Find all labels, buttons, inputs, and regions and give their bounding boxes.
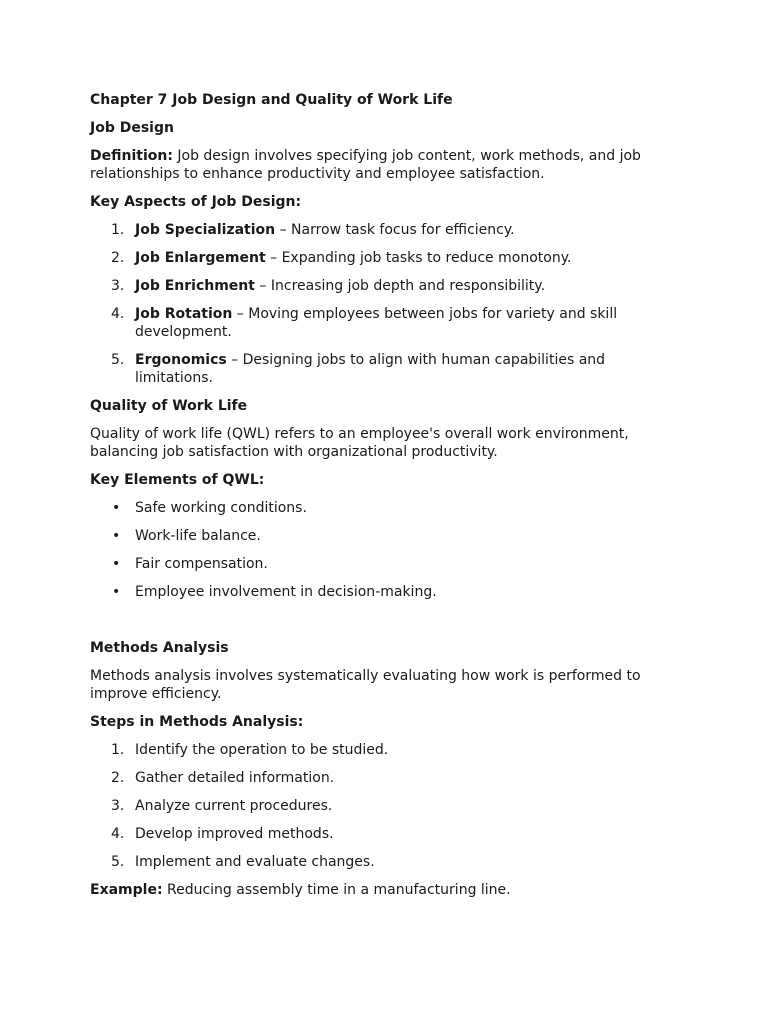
aspect-term: Job Enlargement — [135, 250, 266, 266]
step-text: Identify the operation to be studied. — [135, 742, 389, 758]
example-text: Reducing assembly time in a manufacturing line. — [162, 882, 511, 898]
aspect-desc: – Moving employees between jobs for variety and skill development. — [135, 306, 618, 340]
definition-label: Definition: — [90, 148, 173, 164]
list-number: 2. — [111, 770, 125, 786]
methods-example — [90, 881, 650, 899]
qwl-elements-heading: Key Elements of QWL: — [90, 472, 265, 488]
definition-text: Job design involves specifying job content, work methods, and job relationships to enhance productivity and employee satisfaction. — [90, 148, 641, 182]
list-number: 4. — [111, 306, 125, 322]
list-number: 3. — [111, 278, 125, 294]
step-text: Gather detailed information. — [135, 770, 335, 786]
list-item — [90, 249, 650, 267]
methods-heading: Methods Analysis — [90, 640, 229, 656]
document-page — [90, 91, 650, 909]
aspect-desc: – Increasing job depth and responsibility. — [254, 278, 546, 294]
bullet-icon: • — [112, 500, 121, 516]
chapter-title: Chapter 7 Job Design and Quality of Work Life — [90, 92, 453, 108]
list-number: 2. — [111, 250, 125, 266]
section-spacer — [90, 611, 650, 639]
example-label: Example: — [90, 882, 163, 898]
key-aspects-list — [90, 221, 650, 387]
element-text: Employee involvement in decision-making. — [135, 584, 437, 600]
list-item — [90, 853, 650, 871]
job-design-heading: Job Design — [90, 120, 174, 136]
list-item — [90, 499, 650, 517]
methods-steps-list — [90, 741, 650, 871]
list-number: 1. — [111, 222, 125, 238]
aspect-desc: – Expanding job tasks to reduce monotony. — [265, 250, 572, 266]
job-design-definition — [90, 147, 650, 183]
list-item — [90, 797, 650, 815]
qwl-paragraph: Quality of work life (QWL) refers to an employee's overall work environment, balancing job satisfaction with organizational productivity. — [90, 426, 629, 460]
list-item — [90, 277, 650, 295]
list-number: 5. — [111, 854, 125, 870]
bullet-icon: • — [112, 584, 121, 600]
aspect-term: Ergonomics — [135, 352, 227, 368]
element-text: Fair compensation. — [135, 556, 268, 572]
list-item — [90, 221, 650, 239]
list-item — [90, 527, 650, 545]
list-number: 5. — [111, 352, 125, 368]
list-number: 4. — [111, 826, 125, 842]
list-item — [90, 769, 650, 787]
bullet-icon: • — [112, 528, 121, 544]
qwl-heading: Quality of Work Life — [90, 398, 248, 414]
list-item — [90, 583, 650, 601]
aspect-term: Job Enrichment — [135, 278, 255, 294]
step-text: Develop improved methods. — [135, 826, 334, 842]
list-item — [90, 351, 650, 387]
step-text: Implement and evaluate changes. — [135, 854, 375, 870]
list-item — [90, 305, 650, 341]
methods-paragraph: Methods analysis involves systematically evaluating how work is performed to improve efficiency. — [90, 668, 641, 702]
list-item — [90, 741, 650, 759]
bullet-icon: • — [112, 556, 121, 572]
element-text: Safe working conditions. — [135, 500, 307, 516]
aspect-term: Job Rotation — [135, 306, 233, 322]
aspect-desc: – Designing jobs to align with human capabilities and limitations. — [135, 352, 606, 386]
aspect-desc: – Narrow task focus for efficiency. — [275, 222, 515, 238]
step-text: Analyze current procedures. — [135, 798, 333, 814]
aspect-term: Job Specialization — [135, 222, 276, 238]
methods-steps-heading: Steps in Methods Analysis: — [90, 714, 304, 730]
list-item — [90, 825, 650, 843]
qwl-elements-list — [90, 499, 650, 601]
key-aspects-heading: Key Aspects of Job Design: — [90, 194, 302, 210]
list-number: 1. — [111, 742, 125, 758]
element-text: Work-life balance. — [135, 528, 261, 544]
list-item — [90, 555, 650, 573]
list-number: 3. — [111, 798, 125, 814]
